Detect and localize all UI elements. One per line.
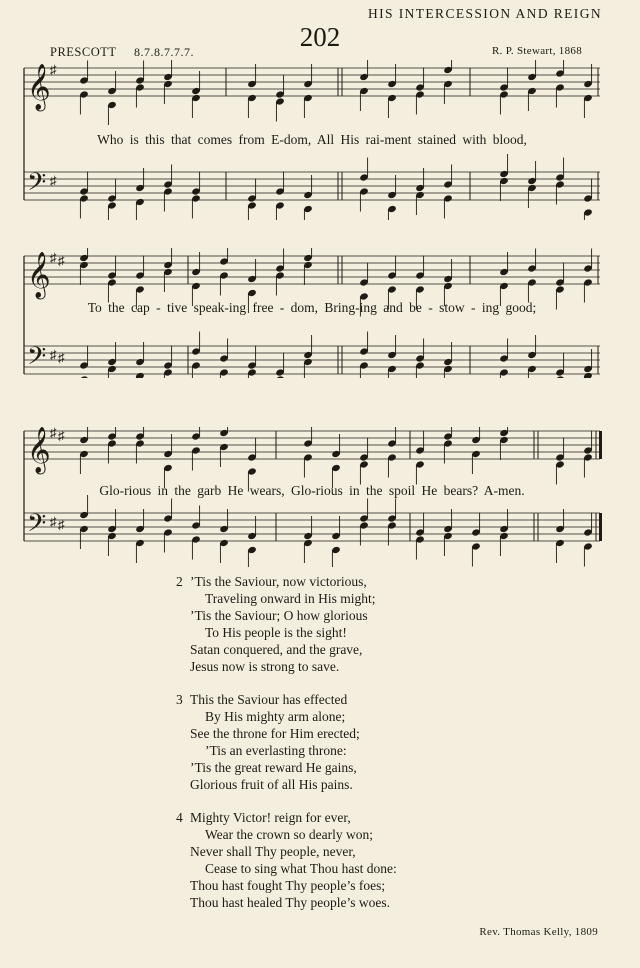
tune-name: PRESCOTT: [50, 45, 117, 59]
verse-line: Cease to sing what Thou hast done:: [205, 861, 397, 876]
section-title: HIS INTERCESSION AND REIGN: [367, 6, 602, 21]
verse-line: By His mighty arm alone;: [205, 709, 346, 724]
verse-line: Traveling onward in His might;: [205, 591, 376, 606]
hymn-number: 202: [299, 22, 341, 52]
verse-line: Satan conquered, and the grave,: [190, 642, 363, 657]
svg-text:♯: ♯: [50, 173, 57, 188]
verse-number: 3: [176, 692, 183, 707]
lyric-line-2: To the cap - tive speak-ing free - dom, Bring-ing and be - stow - ing good;: [87, 300, 537, 315]
verse-line: Mighty Victor! reign for ever,: [190, 810, 351, 825]
svg-text:♯: ♯: [50, 62, 57, 77]
svg-text:𝄢: 𝄢: [27, 168, 47, 203]
meter: 8.7.8.7.7.7.: [134, 45, 194, 59]
svg-text:♯: ♯: [50, 347, 57, 362]
verse-line: Glorious fruit of all His pains.: [190, 777, 353, 792]
verse-line: ’Tis an everlasting throne:: [205, 743, 347, 758]
music-system-1: [22, 60, 602, 240]
verse-line: This the Saviour has effected: [190, 692, 348, 707]
svg-text:♯: ♯: [58, 517, 65, 532]
svg-text:𝄞: 𝄞: [27, 64, 51, 110]
verse-line: ’Tis the Saviour, now victorious,: [190, 574, 367, 589]
svg-text:♯: ♯: [58, 428, 65, 443]
verse-line: See the throne for Him erected;: [190, 726, 360, 741]
svg-text:♯: ♯: [50, 250, 57, 265]
svg-text:♯: ♯: [50, 427, 57, 440]
verse-line: To His people is the sight!: [205, 625, 347, 640]
verse-line: Thou hast healed Thy people’s woes.: [190, 895, 390, 910]
svg-text:𝄢: 𝄢: [27, 342, 47, 377]
svg-text:♯: ♯: [58, 350, 65, 365]
svg-text:𝄢: 𝄢: [27, 509, 47, 544]
verse-line: Jesus now is strong to save.: [190, 659, 340, 674]
svg-text:♯: ♯: [50, 514, 57, 529]
svg-text:♯: ♯: [58, 253, 65, 268]
svg-text:𝄞: 𝄞: [27, 427, 51, 473]
verse-line: ’Tis the great reward He gains,: [190, 760, 357, 775]
music-system-2: [22, 248, 602, 428]
author: Rev. Thomas Kelly, 1809: [479, 926, 598, 938]
lyric-line-3: Glo-rious in the garb He wears, Glo-rious in the spoil He bears? A-men.: [99, 483, 525, 498]
svg-text:𝄞: 𝄞: [27, 252, 51, 298]
verse-line: Thou hast fought Thy people’s foes;: [190, 878, 386, 893]
verse-line: Never shall Thy people, never,: [190, 844, 356, 859]
lyric-line-1: Who is this that comes from E-dom, All His rai-ment stained with blood,: [97, 132, 527, 147]
verse-number: 2: [176, 574, 183, 589]
verse-line: Wear the crown so dearly won;: [205, 827, 373, 842]
music-system-3: [22, 427, 602, 577]
verse-number: 4: [176, 810, 183, 825]
composer: R. P. Stewart, 1868: [491, 45, 582, 57]
verse-line: ’Tis the Saviour; O how glorious: [190, 608, 368, 623]
